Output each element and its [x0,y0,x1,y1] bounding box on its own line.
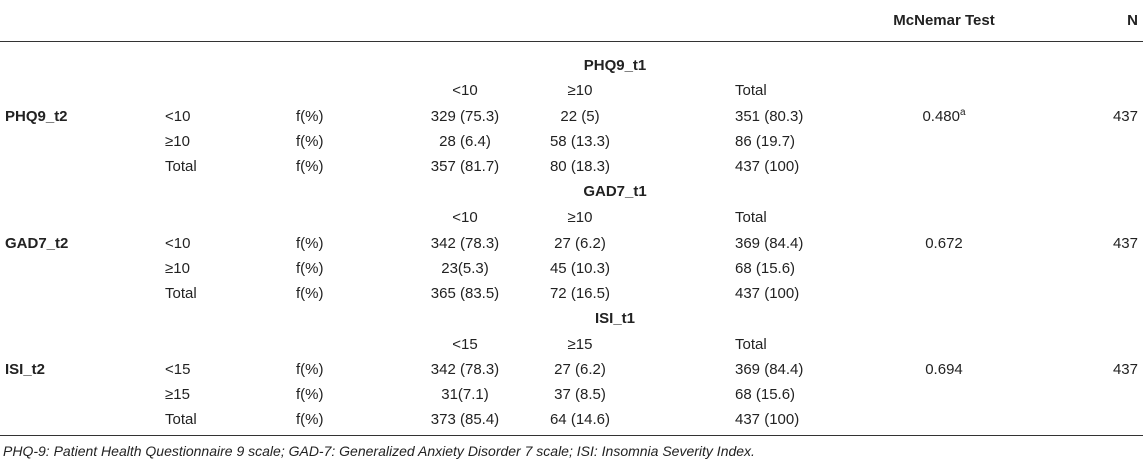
cell-low: 373 (85.4) [430,411,500,428]
cell-low: 365 (83.5) [430,285,500,302]
column-header-row [0,332,1143,357]
row-unit: f(%) [296,386,324,403]
table-row [0,407,1143,432]
cell-high: 58 (13.3) [549,133,611,150]
row-unit: f(%) [296,235,324,252]
n-value: 437 [1112,108,1138,125]
col-low-label: <10 [452,209,478,226]
p-superscript: a [959,107,966,118]
cell-total: 437 (100) [735,411,800,428]
cell-total: 369 (84.4) [735,235,804,252]
row-unit: f(%) [296,133,324,150]
mcnemar-value [864,231,1024,256]
table-row [0,256,1143,281]
cell-high: 37 (8.5) [554,386,606,403]
row-unit: f(%) [296,158,324,175]
table-row [0,154,1143,179]
row-group-label: ISI_t2 [5,361,46,378]
row-unit: f(%) [296,411,324,428]
col-low-label: <15 [452,336,478,353]
row-label: ≥10 [165,133,190,150]
cell-total: 86 (19.7) [735,133,796,150]
cell-low: 31(7.1) [441,386,489,403]
group-label: PHQ9_t1 [583,57,647,74]
row-unit: f(%) [296,108,324,125]
cell-total: 437 (100) [735,285,800,302]
col-high-label: ≥10 [567,82,593,99]
col-low-label: <10 [452,82,478,99]
cell-high: 22 (5) [560,108,600,125]
n-value: 437 [1112,235,1138,252]
table-header-row [0,8,1143,33]
row-label: ≥15 [165,386,190,403]
row-label: ≥10 [165,260,190,277]
group-header-row [0,306,1143,331]
cell-total: 369 (84.4) [735,361,804,378]
col-high-label: ≥15 [567,336,593,353]
table-row [0,129,1143,154]
table-row [0,382,1143,407]
p-value: 0.694 [925,361,963,378]
p-value: 0.672 [925,235,963,252]
table-row [0,231,1143,256]
group-label: GAD7_t1 [583,183,647,200]
header-divider [0,41,1143,42]
cell-total: 68 (15.6) [735,260,796,277]
table-row [0,104,1143,129]
cell-low: 28 (6.4) [439,133,491,150]
table-footnote: PHQ-9: Patient Health Questionnaire 9 scale; GAD-7: Generalized Anxiety Disorder 7 scale; ISI: Insomnia Severity Index. [3,443,755,459]
column-header-row [0,78,1143,103]
mcnemar-value [864,357,1024,382]
cell-total: 68 (15.6) [735,386,796,403]
row-label: <10 [165,235,191,252]
table-bottom-rule [0,435,1143,436]
row-group-label: PHQ9_t2 [5,108,68,125]
cell-high: 72 (16.5) [549,285,611,302]
col-total-label: Total [735,209,767,226]
cell-high: 64 (14.6) [549,411,611,428]
cell-low: 342 (78.3) [430,235,500,252]
cell-total: 437 (100) [735,158,800,175]
row-label: Total [165,158,197,175]
group-header-row [0,179,1143,204]
table-row [0,357,1143,382]
row-label: Total [165,411,197,428]
col-total-label: Total [735,336,767,353]
header-mcnemar-test: McNemar Test [893,12,995,29]
row-unit: f(%) [296,285,324,302]
mcnemar-value [864,104,1024,129]
cell-total: 351 (80.3) [735,108,804,125]
cell-low: 342 (78.3) [430,361,500,378]
row-group-label: GAD7_t2 [5,235,69,252]
cell-high: 27 (6.2) [554,361,606,378]
table-row [0,281,1143,306]
row-label: <10 [165,108,191,125]
cell-high: 80 (18.3) [549,158,611,175]
col-high-label: ≥10 [567,209,593,226]
row-label: <15 [165,361,191,378]
cell-low: 23(5.3) [441,260,489,277]
row-label: Total [165,285,197,302]
cell-high: 27 (6.2) [554,235,606,252]
cell-low: 357 (81.7) [430,158,500,175]
p-value: 0.480 [922,108,960,125]
n-value: 437 [1112,361,1138,378]
row-unit: f(%) [296,361,324,378]
group-header-row [0,53,1143,78]
column-header-row [0,205,1143,230]
col-total-label: Total [735,82,767,99]
group-label: ISI_t1 [594,310,636,327]
cell-low: 329 (75.3) [430,108,500,125]
header-n: N [1127,12,1138,29]
cell-high: 45 (10.3) [549,260,611,277]
row-unit: f(%) [296,260,324,277]
